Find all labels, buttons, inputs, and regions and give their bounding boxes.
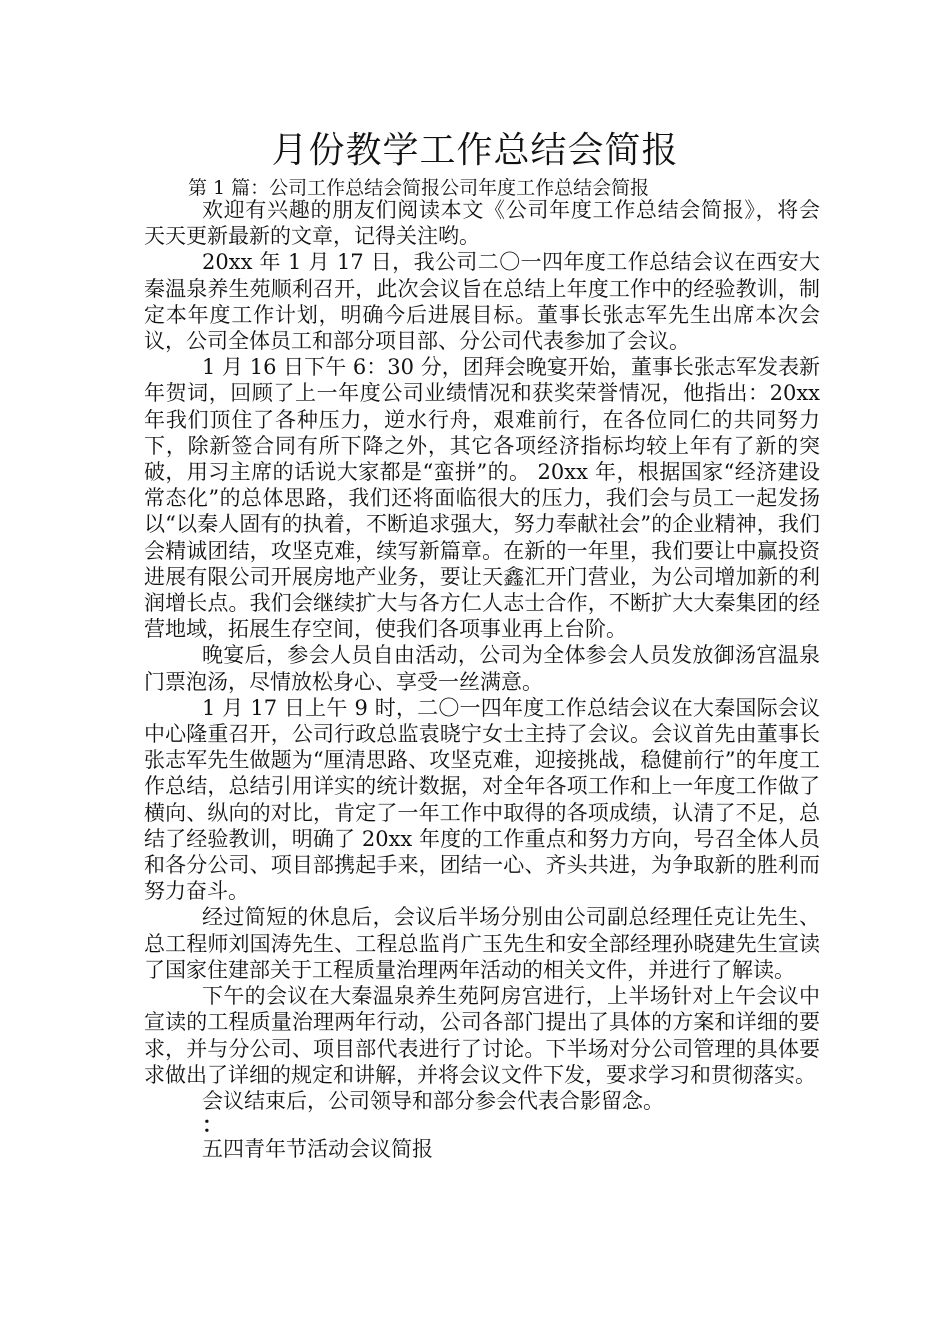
paragraph-banquet-speech: 1 月 16 日下午 6：30 分，团拜会晚宴开始，董事长张志军发表新年贺词，回顾了上一年度公司业绩情况和获奖荣誉情况，他指出：20xx 年我们顶住了各种压力，逆水行舟，艰难前行，在各位同仁的共同努力下，除新签合同有所下降之外，其它各项经济指标均较上年有了新的突破，用习主席的话说大家都是“蛮拼”的。 20xx 年，根据国家“经济建设常态化”的总体思路，我们还将面临很大的压力，我们会与员工一起发扬以“以秦人固有的执着，不断追求强大，努力奉献社会”的企业精神，我们会精诚团结，攻坚克难，续写新篇章。在新的一年里，我们要让中赢投资进展有限公司开展房地产业务，要让天鑫汇开门营业，为公司增加新的利润增长点。我们会继续扩大与各方仁人志士合作，不断扩大大秦集团的经营地域，拓展生存空间，使我们各项事业再上台阶。 (144, 355, 820, 642)
document-title: 月份教学工作总结会简报 (271, 130, 679, 171)
next-article-title: 五四青年节活动会议简报 (202, 1137, 433, 1162)
paragraph-second-half: 经过简短的休息后，会议后半场分别由公司副总经理任克让先生、总工程师刘国涛先生、工程总监肖广玉先生和安全部经理孙晓建先生宣读了国家住建部关于工程质量治理两年活动的相关文件，并进行了解读。 (144, 905, 820, 982)
paragraph-afternoon-session: 下午的会议在大秦温泉养生苑阿房宫进行，上半场针对上午会议中宣读的工程质量治理两年行动，公司各部门提出了具体的方案和详细的要求，并与分公司、项目部代表进行了讨论。下半场对分公司管理的具体要求做出了详细的规定和讲解，并将会议文件下发，要求学习和贯彻落实。 (144, 984, 820, 1087)
paragraph-intro: 欢迎有兴趣的朋友们阅读本文《公司年度工作总结会简报》，将会天天更新最新的文章，记得关注哟。 (144, 198, 820, 249)
article-body (144, 197, 820, 1162)
colon-mark: ： (202, 1112, 223, 1138)
paragraph-meeting-overview: 20xx 年 1 月 17 日，我公司二〇一四年度工作总结会议在西安大秦温泉养生苑顺利召开，此次会议旨在总结上年度工作中的经验教训，制定本年度工作计划，明确今后进展目标。董事长张志军先生出席本次会议，公司全体员工和部分项目部、分公司代表参加了会议。 (144, 250, 820, 354)
paragraph-morning-session: 1 月 17 日上午 9 时，二〇一四年度工作总结会议在大秦国际会议中心隆重召开，公司行政总监袁晓宁女士主持了会议。会议首先由董事长张志军先生做题为“厘清思路、攻坚克难，迎接挑战，稳健前行”的年度工作总结，总结引用详实的统计数据，对全年各项工作和上一年度工作做了横向、纵向的对比，肯定了一年工作中取得的各项成绩，认清了不足，总结了经验教训，明确了 20xx 年度的工作重点和努力方向，号召全体人员和各分公司、项目部携起手来，团结一心、齐头共进，为争取新的胜利而努力奋斗。 (144, 695, 820, 904)
paragraph-after-banquet: 晚宴后，参会人员自由活动，公司为全体参会人员发放御汤宫温泉门票泡汤，尽情放松身心、享受一丝满意。 (144, 643, 820, 694)
paragraph-group-photo: 会议结束后，公司领导和部分参会代表合影留念。 (202, 1088, 664, 1113)
article-subheading: 第 1 篇：公司工作总结会简报公司年度工作总结会简报 (188, 177, 650, 199)
